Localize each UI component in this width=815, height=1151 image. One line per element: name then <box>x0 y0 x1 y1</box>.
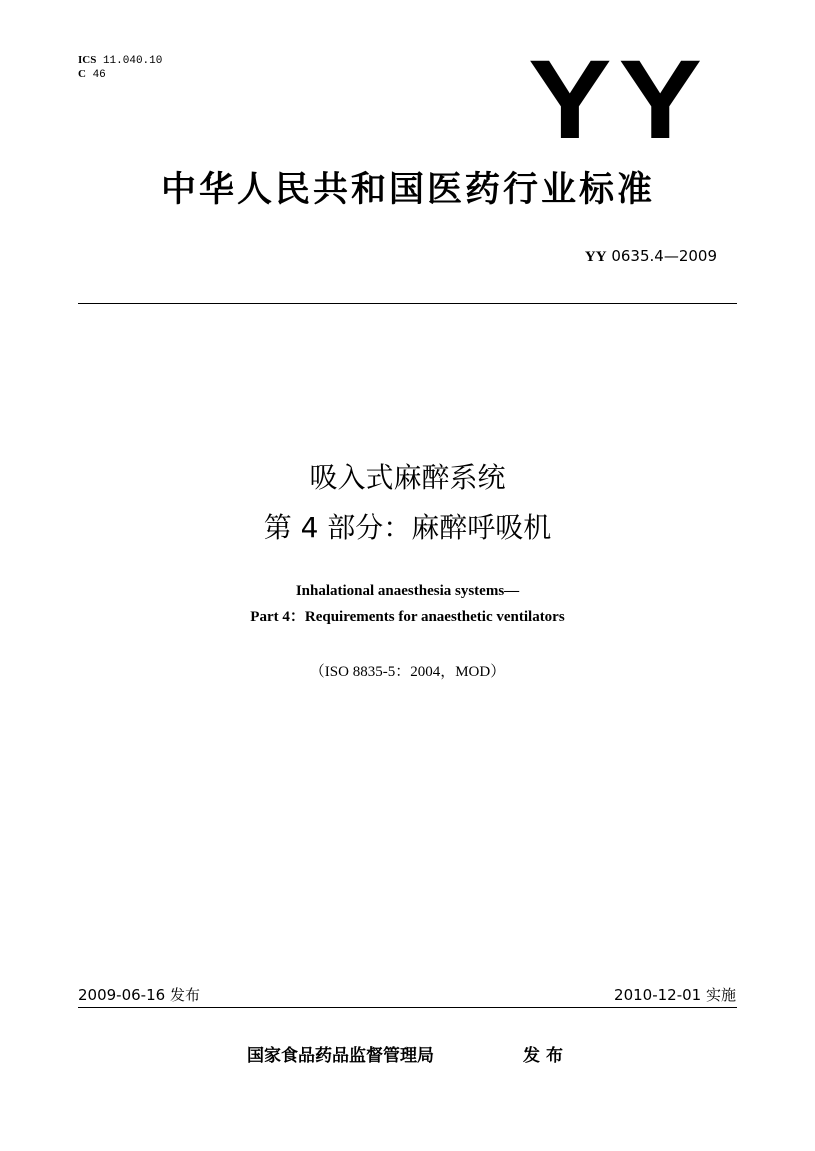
code-number: 0635.4—2009 <box>611 247 717 265</box>
ics-value: 11.040.10 <box>102 55 163 67</box>
title-cn-line2: 第 4 部分：麻醉呼吸机 <box>263 511 552 544</box>
standard-code <box>585 246 717 267</box>
ccs-value: 46 <box>92 69 106 81</box>
publish-label: 发布 <box>523 1046 569 1066</box>
classification-block <box>78 54 162 82</box>
yy-logo: YY <box>528 37 709 162</box>
standard-name: 中华人民共和国医药行业标准 <box>160 170 655 210</box>
issue-date: 2009-06-16 发布 <box>78 986 200 1004</box>
ics-line <box>78 54 162 68</box>
bottom-divider <box>78 1007 737 1008</box>
ccs-label: C <box>78 68 86 80</box>
title-en-line1: Inhalational anaesthesia systems— <box>295 583 520 599</box>
title-en-line2: Part 4：Requirements for anaesthetic ventilators <box>250 609 565 625</box>
top-divider <box>78 303 737 304</box>
title-cn-line1: 吸入式麻醉系统 <box>309 461 506 494</box>
iso-reference: （ISO 8835-5：2004，MOD） <box>309 664 506 680</box>
ics-label: ICS <box>78 54 97 66</box>
effective-date: 2010-12-01 实施 <box>614 986 736 1004</box>
issuing-authority: 国家食品药品监督管理局 <box>247 1046 434 1066</box>
code-prefix: YY <box>584 249 607 265</box>
ccs-line <box>78 68 162 82</box>
